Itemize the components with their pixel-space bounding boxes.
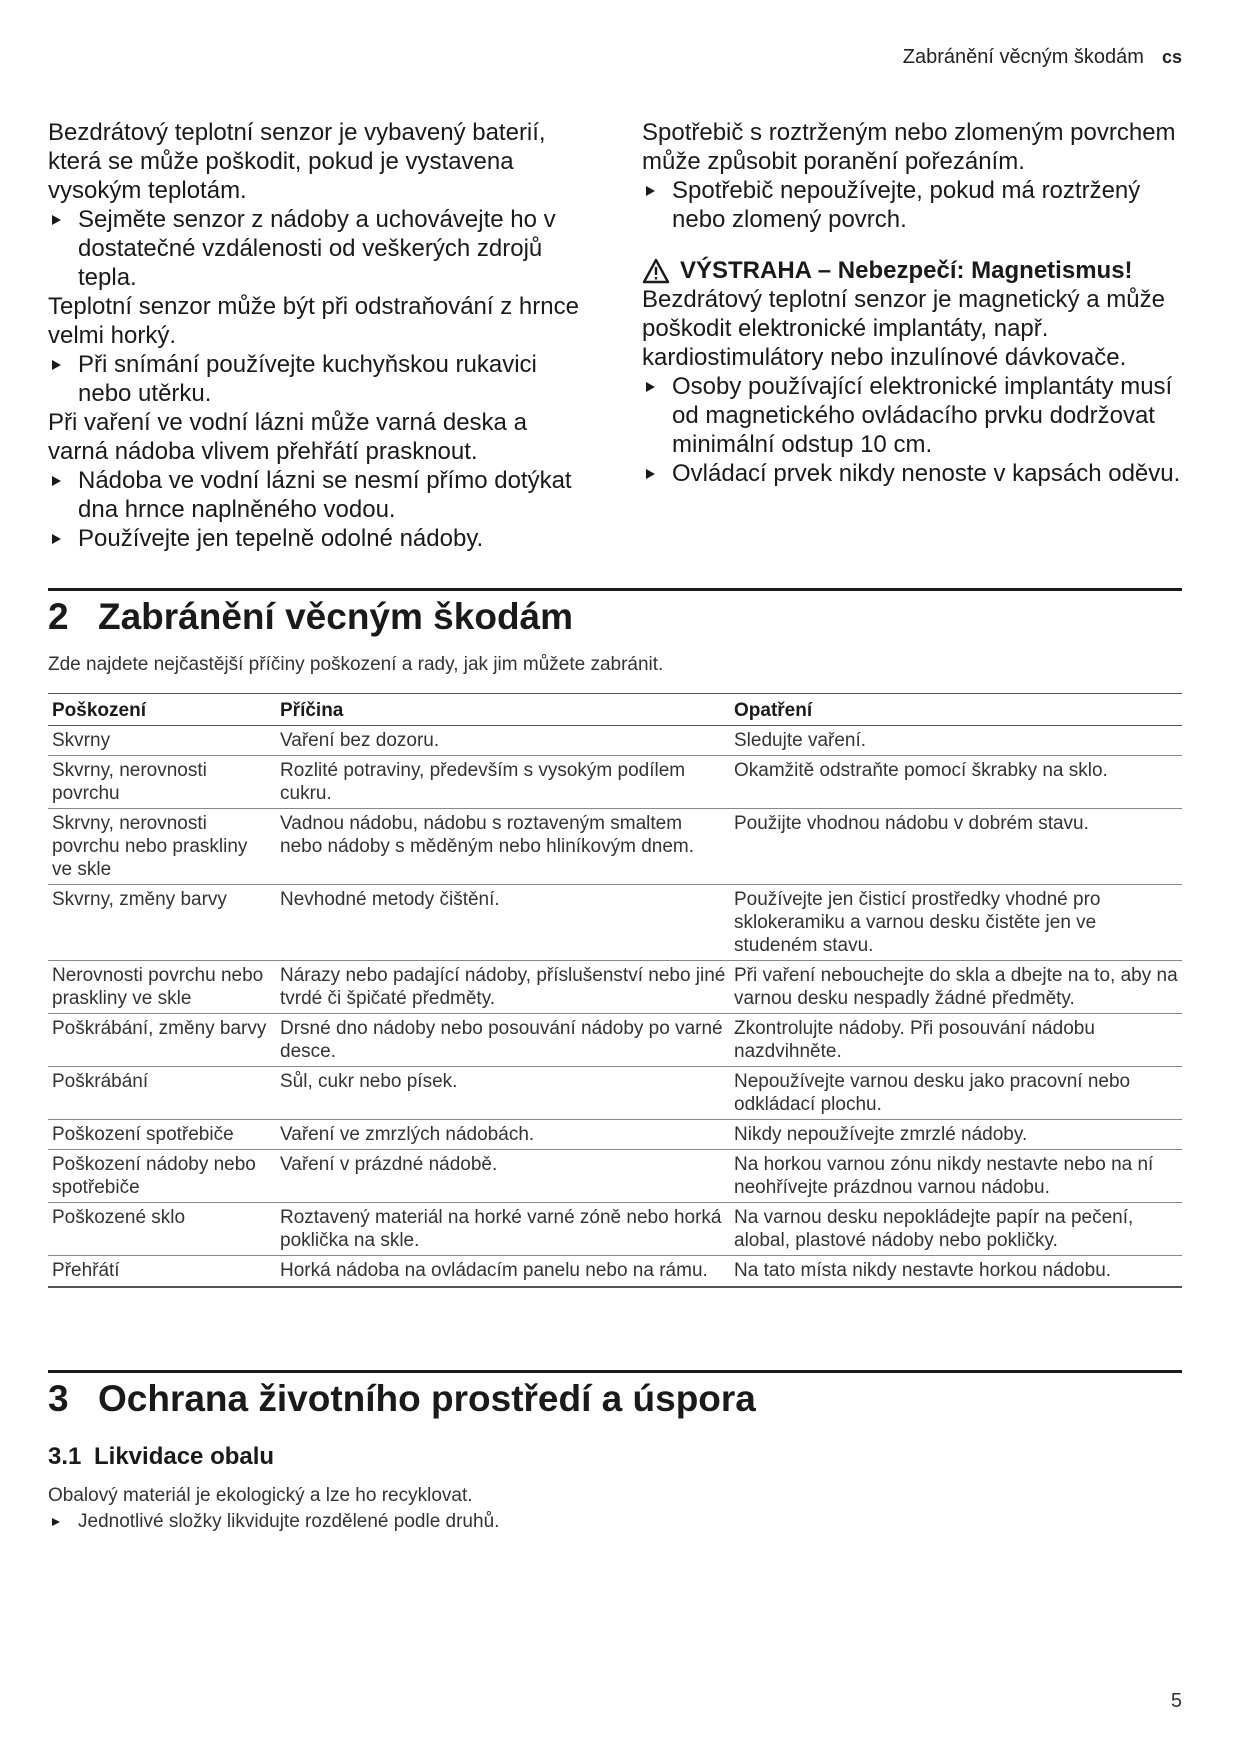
table-cell: Skvrny xyxy=(48,726,276,756)
table-cell: Poškození nádoby nebo spotřebiče xyxy=(48,1150,276,1203)
subsection-heading xyxy=(48,1443,274,1471)
section-title: Zabránění věcným škodám xyxy=(98,596,574,637)
table-row xyxy=(48,1256,1182,1288)
paragraph: Bezdrátový teplotní senzor je vybavený baterií, která se může poškodit, pokud je vystavena vysokým teplotám. xyxy=(48,119,546,204)
table-cell: Na tato místa nikdy nestavte horkou nádobu. xyxy=(730,1256,1182,1288)
section-heading xyxy=(48,596,573,638)
table-cell: Drsné dno nádoby nebo posouvání nádoby po varné desce. xyxy=(276,1014,730,1067)
page-number: 5 xyxy=(1170,1690,1182,1712)
left-column xyxy=(48,118,588,553)
subsection-number: 3.1 xyxy=(48,1443,82,1470)
table-row xyxy=(48,1150,1182,1203)
warning-heading-text: VÝSTRAHA – Nebezpečí: Magnetismus! xyxy=(680,257,1133,284)
table-row xyxy=(48,1014,1182,1067)
table-cell: Nepoužívejte varnou desku jako pracovní nebo odkládací plochu. xyxy=(730,1067,1182,1120)
table-cell: Nerovnosti povrchu nebo praskliny ve skle xyxy=(48,961,276,1014)
table-cell: Okamžitě odstraňte pomocí škrabky na sklo. xyxy=(730,756,1182,809)
column-header: Poškození xyxy=(48,694,276,726)
section-divider xyxy=(48,588,1182,591)
right-column xyxy=(642,118,1182,553)
table-cell: Vadnou nádobu, nádobu s roztaveným smaltem nebo nádoby s měděným nebo hliníkovým dnem. xyxy=(276,809,730,885)
table-cell: Poškrábání, změny barvy xyxy=(48,1014,276,1067)
paragraph: Teplotní senzor může být při odstraňování z hrnce velmi horký. xyxy=(48,293,579,349)
table-row xyxy=(48,726,1182,756)
table-row xyxy=(48,809,1182,885)
language-code: cs xyxy=(1161,47,1182,67)
table-row xyxy=(48,885,1182,961)
section-intro: Zde najdete nejčastější příčiny poškození a rady, jak jim můžete zabránit. xyxy=(48,654,664,675)
table-header-row xyxy=(48,694,1182,726)
table-cell: Vaření ve zmrzlých nádobách. xyxy=(276,1120,730,1150)
bullet-item: Při snímání používejte kuchyňskou rukavici nebo utěrku. xyxy=(48,350,588,408)
paragraph: Spotřebič s roztrženým nebo zlomeným povrchem může způsobit poranění pořezáním. xyxy=(642,119,1176,175)
table-cell: Sledujte vaření. xyxy=(730,726,1182,756)
table-cell: Přehřátí xyxy=(48,1256,276,1288)
table-cell: Poškrábání xyxy=(48,1067,276,1120)
warning-heading xyxy=(642,256,1182,285)
table-cell: Vaření bez dozoru. xyxy=(276,726,730,756)
table-cell: Sůl, cukr nebo písek. xyxy=(276,1067,730,1120)
header-title: Zabránění věcným škodám xyxy=(902,46,1144,68)
warning-text: Bezdrátový teplotní senzor je magnetický a může poškodit elektronické implantáty, např. kardiostimulátory nebo inzulínové dávkovače. xyxy=(642,286,1165,371)
section-title: Ochrana životního prostředí a úspora xyxy=(98,1378,756,1419)
paragraph: Obalový materiál je ekologický a lze ho recyklovat. xyxy=(48,1485,473,1506)
bullet-item: Nádoba ve vodní lázni se nesmí přímo dotýkat dna hrnce naplněného vodou. xyxy=(48,466,588,524)
table-row xyxy=(48,1120,1182,1150)
section-divider xyxy=(48,1370,1182,1373)
table-cell: Rozlité potraviny, především s vysokým podílem cukru. xyxy=(276,756,730,809)
section-number: 2 xyxy=(48,596,69,637)
table-cell: Poškození spotřebiče xyxy=(48,1120,276,1150)
table-cell: Nárazy nebo padající nádoby, příslušenství nebo jiné tvrdé či špičaté předměty. xyxy=(276,961,730,1014)
table-cell: Skvrny, změny barvy xyxy=(48,885,276,961)
two-column-section xyxy=(48,118,1182,553)
table-cell: Skvrny, nerovnosti povrchu xyxy=(48,756,276,809)
table-cell: Vaření v prázdné nádobě. xyxy=(276,1150,730,1203)
table-row xyxy=(48,961,1182,1014)
paragraph: Při vaření ve vodní lázni může varná deska a varná nádoba vlivem přehřátí prasknout. xyxy=(48,409,527,465)
bullet-item: Osoby používající elektronické implantáty musí od magnetického ovládacího prvku dodržovat minimální odstup 10 cm. xyxy=(642,372,1182,459)
bullet-item: Jednotlivé složky likvidujte rozdělené podle druhů. xyxy=(48,1511,499,1533)
table-cell: Při vaření nebouchejte do skla a dbejte na to, aby na varnou desku nespadly žádné předměty. xyxy=(730,961,1182,1014)
table-cell: Nikdy nepoužívejte zmrzlé nádoby. xyxy=(730,1120,1182,1150)
table-row xyxy=(48,1067,1182,1120)
table-row xyxy=(48,756,1182,809)
table-cell: Poškozené sklo xyxy=(48,1203,276,1256)
running-header xyxy=(903,46,1182,69)
table-cell: Nevhodné metody čištění. xyxy=(276,885,730,961)
bullet-item: Sejměte senzor z nádoby a uchovávejte ho v dostatečné vzdálenosti od veškerých zdrojů tepla. xyxy=(48,205,588,292)
bullet-item: Ovládací prvek nikdy nenoste v kapsách oděvu. xyxy=(642,459,1182,488)
section-number: 3 xyxy=(48,1378,69,1419)
table-cell: Použijte vhodnou nádobu v dobrém stavu. xyxy=(730,809,1182,885)
table-cell: Na varnou desku nepokládejte papír na pečení, alobal, plastové nádoby nebo pokličky. xyxy=(730,1203,1182,1256)
section-heading xyxy=(48,1378,756,1420)
table-cell: Používejte jen čisticí prostředky vhodné pro sklokeramiku a varnou desku čistěte jen ve studeném stavu. xyxy=(730,885,1182,961)
table-cell: Na horkou varnou zónu nikdy nestavte nebo na ní neohřívejte prázdnou varnou nádobu. xyxy=(730,1150,1182,1203)
table-cell: Roztavený materiál na horké varné zóně nebo horká poklička na skle. xyxy=(276,1203,730,1256)
subsection-title: Likvidace obalu xyxy=(94,1443,275,1470)
column-header: Opatření xyxy=(730,694,1182,726)
bullet-item: Spotřebič nepoužívejte, pokud má roztržený nebo zlomený povrch. xyxy=(642,176,1182,234)
table-cell: Zkontrolujte nádoby. Při posouvání nádobu nazdvihněte. xyxy=(730,1014,1182,1067)
damage-table xyxy=(48,693,1182,1288)
bullet-item: Používejte jen tepelně odolné nádoby. xyxy=(48,524,588,553)
column-header: Příčina xyxy=(276,694,730,726)
warning-triangle-icon xyxy=(642,258,670,284)
table-cell: Skrvny, nerovnosti povrchu nebo praskliny ve skle xyxy=(48,809,276,885)
table-cell: Horká nádoba na ovládacím panelu nebo na rámu. xyxy=(276,1256,730,1288)
table-row xyxy=(48,1203,1182,1256)
